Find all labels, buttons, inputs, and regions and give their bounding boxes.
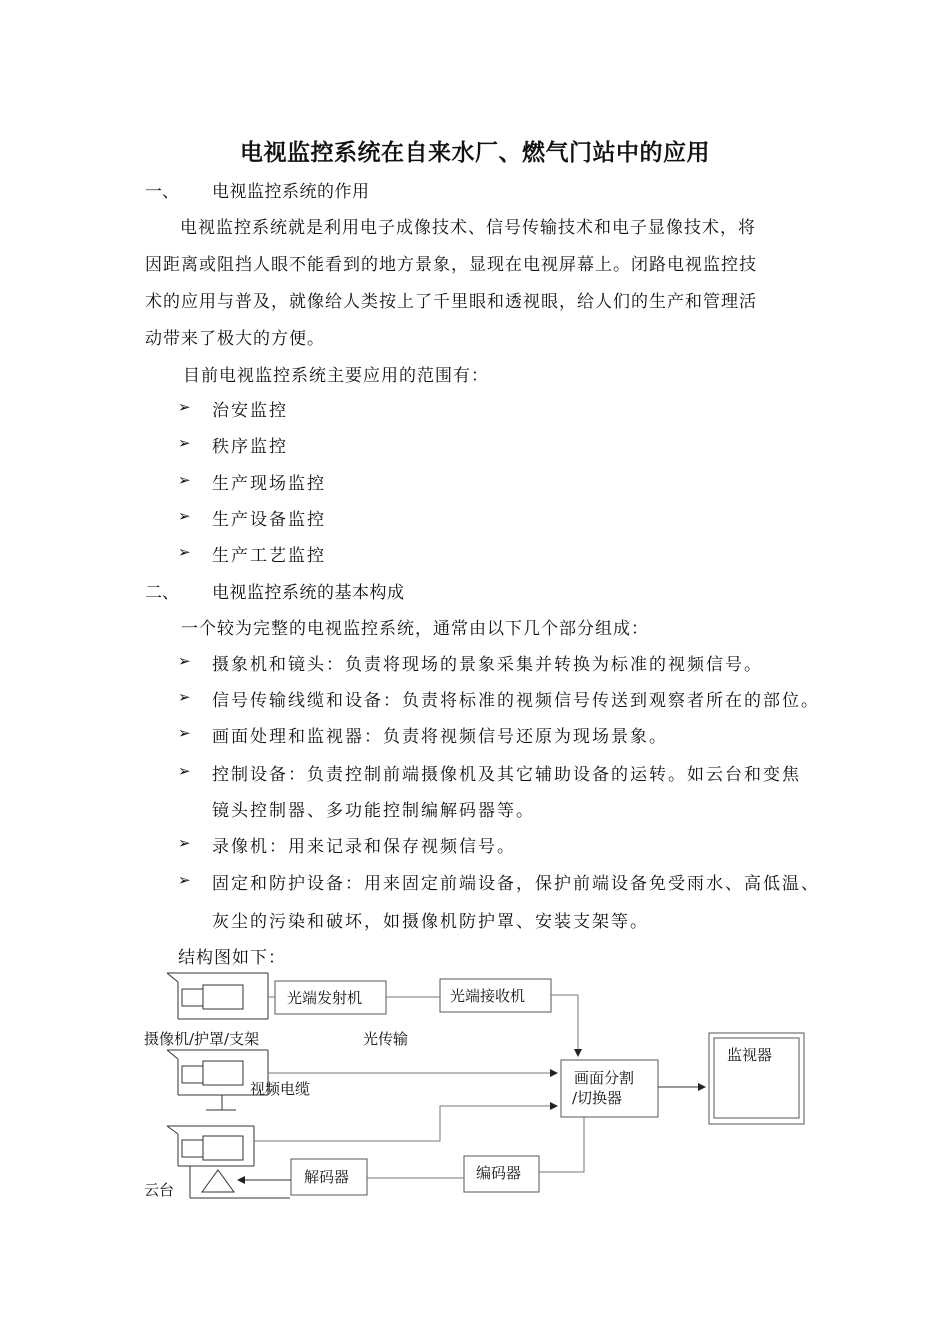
bullet-icon: ➢ [178,543,191,561]
optical-link-label: 光传输 [363,1030,409,1048]
splitter-label-line1: 画面分割 [574,1069,635,1087]
bullet-icon: ➢ [178,652,191,670]
list-item: 画面处理和监视器：负责将视频信号还原为现场景象。 [212,727,668,747]
paragraph-line: 一个较为完整的电视监控系统，通常由以下几个部分组成： [181,619,649,639]
paragraph-line: 电视监控系统就是利用电子成像技术、信号传输技术和电子显像技术，将 [180,218,756,238]
list-item: 生产设备监控 [212,510,326,530]
bullet-icon: ➢ [178,762,191,780]
splitter-label-line2: /切换器 [572,1089,623,1107]
pan-tilt-label: 云台 [144,1181,175,1199]
list-item: 摄象机和镜头：负责将现场的景象采集并转换为标准的视频信号。 [212,655,763,675]
section-2-number: 二、 [145,583,179,603]
section-1-heading: 电视监控系统的作用 [212,182,370,202]
decoder-label: 解码器 [304,1168,350,1186]
bullet-icon: ➢ [178,871,191,889]
monitor-label: 监视器 [727,1046,773,1064]
camera-icon [167,1126,290,1198]
list-item: 生产现场监控 [212,474,326,494]
paragraph-line: 目前电视监控系统主要应用的范围有： [183,366,489,386]
list-item-continuation: 灰尘的污染和破坏，如摄像机防护罩、安装支架等。 [212,912,649,932]
paragraph-line: 术的应用与普及，就像给人类按上了千里眼和透视眼，给人们的生产和管理活 [145,292,757,312]
section-1-number: 一、 [145,182,179,202]
paragraph-line: 动带来了极大的方便。 [145,329,325,349]
bullet-icon: ➢ [178,834,191,852]
list-item: 生产工艺监控 [212,546,326,566]
optical-receiver-label: 光端接收机 [450,987,526,1005]
page-title: 电视监控系统在自来水厂、燃气门站中的应用 [240,139,710,166]
camera-label: 摄像机/护罩/支架 [144,1030,260,1048]
camera-icon [167,973,268,1019]
list-item-continuation: 镜头控制器、多功能控制编解码器等。 [212,801,535,821]
list-item: 控制设备：负责控制前端摄像机及其它辅助设备的运转。如云台和变焦 [212,765,801,785]
section-2-heading: 电视监控系统的基本构成 [212,583,405,603]
diagram-intro: 结构图如下： [178,948,286,968]
list-item: 录像机：用来记录和保存视频信号。 [212,837,516,857]
bullet-icon: ➢ [178,434,191,452]
bullet-icon: ➢ [178,471,191,489]
optical-transmitter-label: 光端发射机 [287,989,363,1007]
bullet-icon: ➢ [178,724,191,742]
list-item: 秩序监控 [212,437,288,457]
list-item: 治安监控 [212,401,288,421]
paragraph-line: 因距离或阻挡人眼不能看到的地方景象，显现在电视屏幕上。闭路电视监控技 [145,255,757,275]
bullet-icon: ➢ [178,398,191,416]
list-item: 固定和防护设备：用来固定前端设备，保护前端设备免受雨水、高低温、 [212,874,820,894]
bullet-icon: ➢ [178,688,191,706]
video-cable-label: 视频电缆 [250,1080,311,1098]
list-item: 信号传输线缆和设备：负责将标准的视频信号传送到观察者所在的部位。 [212,691,820,711]
encoder-label: 编码器 [476,1164,522,1182]
bullet-icon: ➢ [178,507,191,525]
